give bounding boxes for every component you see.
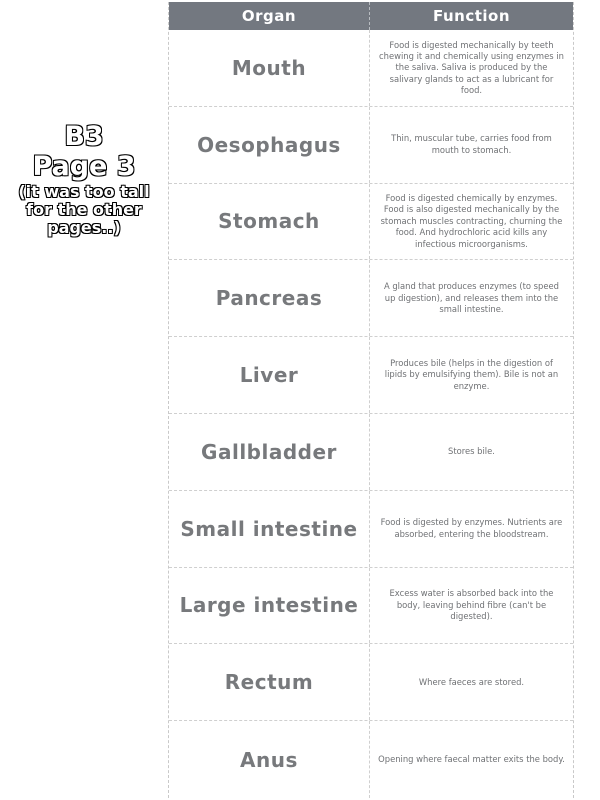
organ-function: Excess water is absorbed back into the body, leaving behind fibre (can't be digested). [389, 588, 554, 622]
table-row [169, 644, 573, 721]
table-row [169, 491, 573, 568]
organ-name: Mouth [169, 30, 370, 106]
side-note-title: B3 [64, 121, 104, 152]
table-row [169, 414, 573, 491]
organ-name: Liver [169, 337, 370, 413]
organ-function: Food is digested by enzymes. Nutrients are absorbed, entering the bloodstream. [380, 517, 563, 539]
side-note-comment: (it was too tall for the other pages..) [18, 182, 150, 237]
table-row [169, 337, 573, 414]
organ-name: Anus [169, 721, 370, 798]
table-row [169, 30, 573, 107]
organ-name: Stomach [169, 184, 370, 260]
side-note [4, 122, 164, 236]
side-note-page: Page 3 [32, 150, 136, 182]
organ-function: Opening where faecal matter exits the body. [378, 753, 565, 764]
organ-function: Food is digested chemically by enzymes. Food is also digested mechanically by the stomach muscles contracting, churning the food. And hydrochloric acid kills any infectious microorganisms. [380, 193, 563, 249]
organ-name: Oesophagus [169, 107, 370, 183]
organ-name: Gallbladder [169, 414, 370, 490]
table-body [169, 30, 573, 798]
table-header [169, 2, 573, 30]
table-row [169, 721, 573, 798]
organ-name: Large intestine [169, 568, 370, 644]
organ-function: Produces bile (helps in the digestion of lipids by emulsifying them). Bile is not an enzyme. [384, 358, 559, 391]
organ-function-table [168, 2, 574, 798]
organ-function: A gland that produces enzymes (to speed up digestion), and releases them into the small intestine. [383, 281, 559, 314]
table-row [169, 568, 573, 645]
organ-function: Thin, muscular tube, carries food from mouth to stomach. [391, 133, 552, 155]
organ-name: Rectum [169, 644, 370, 720]
organ-name: Pancreas [169, 260, 370, 336]
organ-function: Stores bile. [448, 446, 495, 457]
organ-function: Food is digested mechanically by teeth chewing it and chemically using enzymes in the saliva. Saliva is produced by the salivary glands to act as a lubricant for food. [379, 39, 564, 95]
organ-function: Where faeces are stored. [418, 676, 525, 687]
table-row [169, 184, 573, 261]
table-row [169, 107, 573, 184]
table-row [169, 260, 573, 337]
organ-name: Small intestine [169, 491, 370, 567]
header-function: Function [432, 7, 511, 25]
header-organ: Organ [169, 2, 370, 30]
